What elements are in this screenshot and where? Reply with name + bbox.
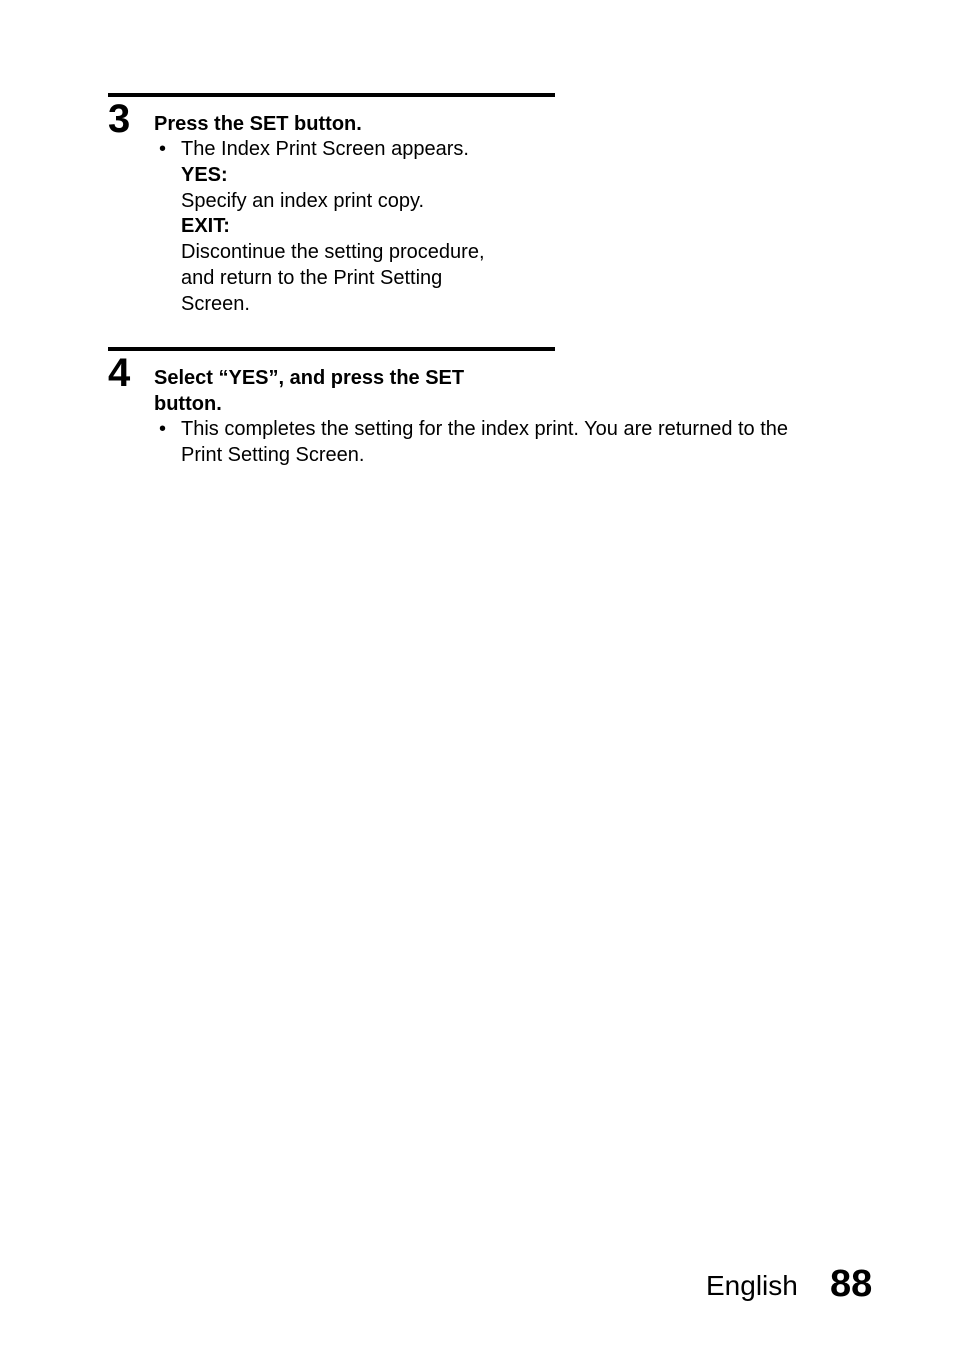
option-exit-description-1: Discontinue the setting procedure, [181, 241, 485, 264]
bullet-icon: • [159, 418, 167, 440]
step-3-line-1: The Index Print Screen appears. [181, 138, 469, 160]
step-4-number: 4 [108, 351, 130, 395]
option-yes-label: YES: [181, 163, 228, 186]
option-exit-label: EXIT: [181, 215, 230, 238]
footer-language: English [706, 1270, 798, 1301]
option-exit-description-2: and return to the Print Setting [181, 266, 443, 289]
step-3-bullet-item [154, 137, 485, 318]
bullet-icon: • [159, 138, 167, 160]
option-yes-description: Specify an index print copy. [181, 189, 425, 212]
step-4-line-1: This completes the setting for the index print. You are returned to the [181, 418, 789, 440]
step-3-title: Press the SET button. [154, 113, 362, 135]
step-3-number: 3 [108, 97, 130, 141]
page-number: 88 [830, 1263, 873, 1305]
option-exit-description-3: Screen. [181, 292, 250, 315]
step-4-rule [108, 347, 555, 351]
step-3-rule [108, 93, 555, 97]
step-4-title-line-2: button. [154, 393, 222, 415]
step-4-line-2: Print Setting Screen. [181, 443, 365, 466]
step-4-details [154, 417, 788, 469]
step-4-title [154, 365, 464, 417]
step-4-title-line-1: Select “YES”, and press the SET [154, 367, 465, 389]
step-3-details [154, 137, 485, 318]
step-4-bullet-item [154, 417, 788, 469]
